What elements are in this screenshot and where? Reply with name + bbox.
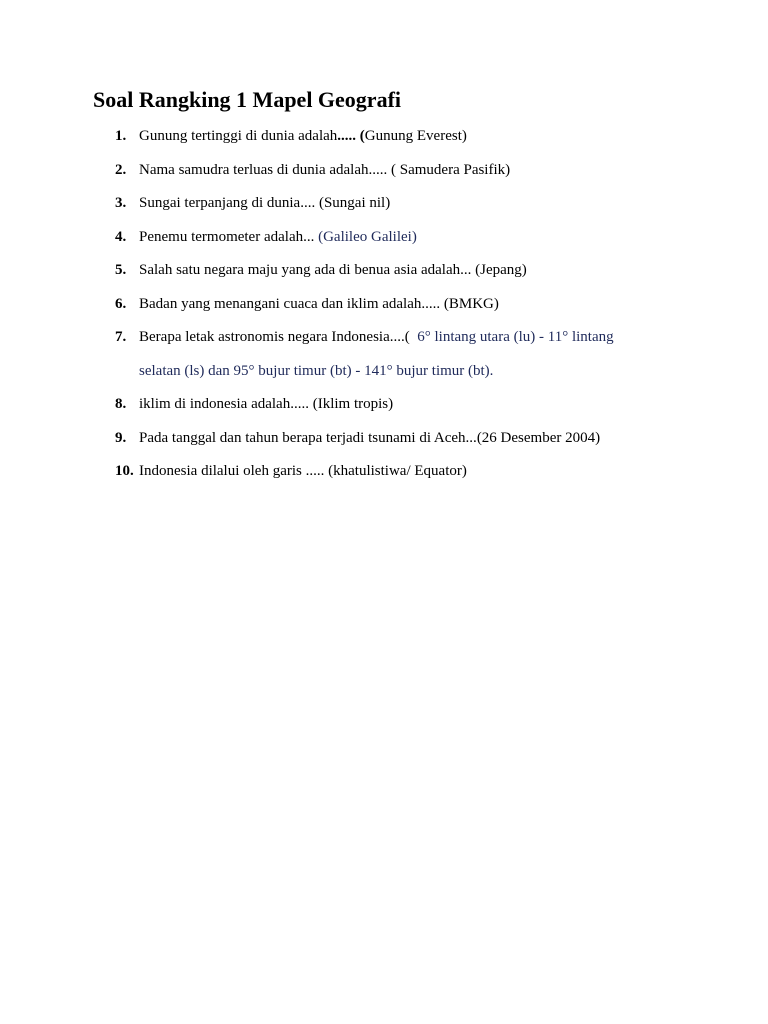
question-text: Berapa letak astronomis negara Indonesia....( [139,329,410,345]
question-text: Sungai terpanjang di dunia.... [139,195,316,211]
question-text: Salah satu negara maju yang ada di benua asia adalah... [139,262,472,278]
question-item-8 [115,393,675,415]
question-dots: ..... [337,128,357,144]
question-number: 2. [115,161,127,178]
answer-text: (Jepang) [471,262,527,278]
answer-text-line-1: 6° lintang utara (lu) - 11° lintang [409,329,614,345]
document-title: Soal Rangking 1 Mapel Geografi [93,87,402,112]
question-number: 1. [115,128,127,144]
answer-text-line-2: selatan (ls) dan 95° bujur timur (bt) - 141° bujur timur (bt). [139,362,494,379]
answer-text: (BMKG) [440,295,499,312]
question-number: 4. [115,228,127,245]
answer-text: (Sungai nil) [315,195,391,211]
question-number: 3. [115,195,127,211]
question-item-6 [115,293,675,315]
answer-paren: ( [356,128,365,144]
question-line-1 [139,326,675,348]
question-number: 10. [115,463,134,479]
question-list [115,125,675,494]
question-text: Nama samudra terluas di dunia adalah..... [139,161,388,178]
question-item-3 [115,192,675,214]
question-item-4 [115,226,675,248]
question-text: iklim di indonesia adalah..... [139,396,309,412]
question-text: Pada tanggal dan tahun berapa terjadi tsunami di Aceh... [139,429,477,446]
question-text: Gunung tertinggi di dunia adalah [139,128,338,144]
question-number: 8. [115,396,127,412]
answer-text: (26 Desember 2004) [476,429,601,446]
question-item-5 [115,259,675,281]
question-item-9 [115,427,675,449]
question-number: 5. [115,262,127,278]
question-item-2 [115,159,675,181]
question-item-10 [115,460,675,482]
question-text: Indonesia dilalui oleh garis ..... [139,463,325,479]
answer-text: (Galileo Galilei) [318,228,417,245]
question-number: 7. [115,329,127,345]
answer-text: (Iklim tropis) [308,396,394,412]
answer-text: ( Samudera Pasifik) [387,161,511,178]
question-item-7 [115,326,675,382]
answer-text: (khatulistiwa/ Equator) [324,463,467,479]
question-number: 9. [115,429,127,446]
question-text: Penemu termometer adalah... [139,228,319,245]
question-item-1 [115,125,675,147]
question-text: Badan yang menangani cuaca dan iklim adalah..... [139,295,441,312]
question-number: 6. [115,295,127,312]
answer-text: Gunung Everest) [364,128,467,144]
